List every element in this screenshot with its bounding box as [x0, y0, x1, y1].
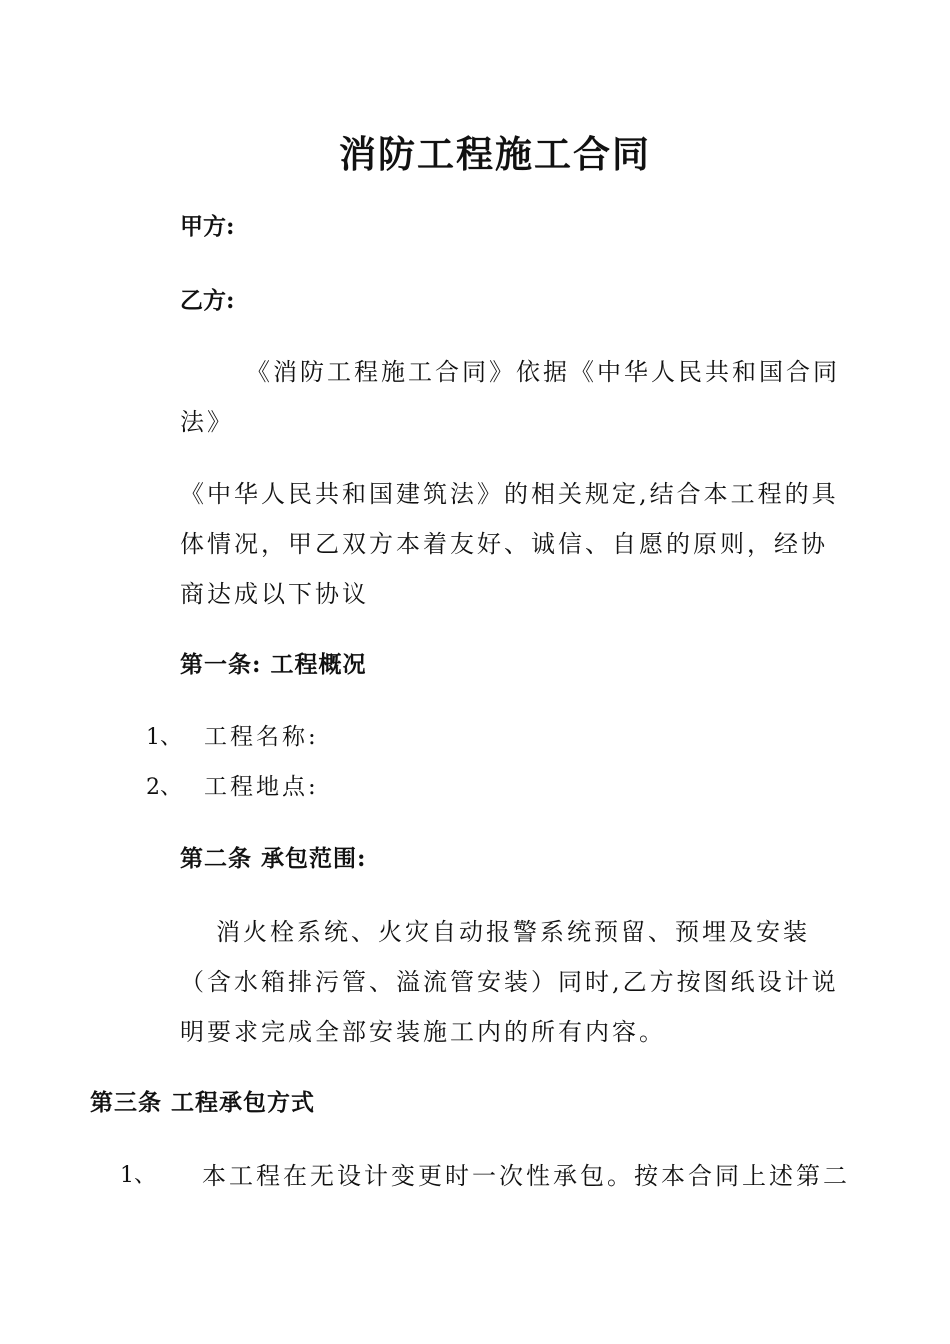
list-item-number: 1、 — [120, 1163, 156, 1188]
party-a-label: 甲方: — [180, 213, 235, 240]
intro-line: 《中华人民共和国建筑法》的相关规定,结合本工程的具 — [180, 480, 839, 508]
party-b-label: 乙方: — [180, 287, 235, 314]
intro-line: 法》 — [180, 408, 234, 436]
article-2-heading: 第二条 承包范围: — [180, 845, 367, 872]
list-item-number: 1、 — [146, 725, 182, 750]
list-item-text: 工程地点: — [204, 774, 319, 800]
list-item-number: 2、 — [146, 775, 182, 800]
article-1-heading: 第一条: 工程概况 — [180, 651, 367, 678]
article-3-heading: 第三条 工程承包方式 — [90, 1089, 316, 1116]
intro-line: 商达成以下协议 — [180, 580, 369, 608]
list-item-text: 工程名称: — [204, 724, 319, 750]
article-2-line: （含水箱排污管、溢流管安装）同时,乙方按图纸设计说 — [180, 968, 839, 996]
article-2-line: 消火栓系统、火灾自动报警系统预留、预埋及安装 — [216, 918, 810, 946]
intro-line: 体情况，甲乙双方本着友好、诚信、自愿的原则，经协 — [180, 530, 828, 558]
intro-line: 《消防工程施工合同》依据《中华人民共和国合同 — [246, 358, 840, 386]
article-2-line: 明要求完成全部安装施工内的所有内容。 — [180, 1018, 666, 1046]
list-item-text: 本工程在无设计变更时一次性承包。按本合同上述第二 — [202, 1162, 850, 1190]
document-title: 消防工程施工合同 — [339, 132, 651, 176]
